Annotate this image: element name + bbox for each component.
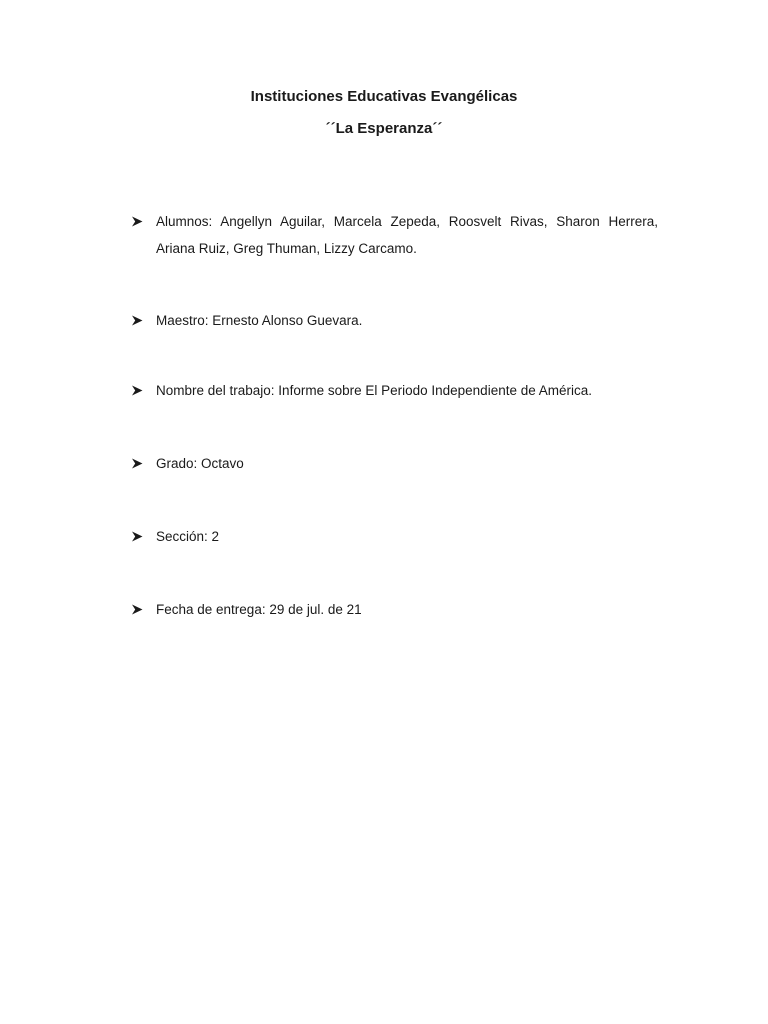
list-item-text: Grado: Octavo [156, 456, 244, 471]
arrowhead-bullet-icon [131, 596, 156, 623]
list-item-text: Sección: 2 [156, 529, 220, 544]
list-item-alumnos [131, 208, 658, 262]
arrowhead-bullet-icon [131, 208, 156, 235]
list-item-text: Maestro: Ernesto Alonso Guevara. [156, 313, 363, 328]
list-item-text: Alumnos: Angellyn Aguilar, Marcela Zepeda, Roosvelt Rivas, Sharon Herrera, Ariana Ruiz, Greg Thuman, Lizzy Carcamo. [156, 214, 658, 256]
arrowhead-bullet-icon [131, 523, 156, 550]
list-item-grado [131, 450, 658, 477]
list-item-fecha-entrega [131, 596, 658, 623]
list-item-text: Nombre del trabajo: Informe sobre El Periodo Independiente de América. [156, 383, 593, 398]
list-item-seccion [131, 523, 658, 550]
institution-title: Instituciones Educativas Evangélicas [250, 88, 518, 105]
arrowhead-bullet-icon [131, 450, 156, 477]
list-item-maestro [131, 307, 658, 334]
list-item-text: Fecha de entrega: 29 de jul. de 21 [156, 602, 362, 617]
list-item-nombre-trabajo [131, 377, 658, 404]
school-name-title: ´´La Esperanza´´ [325, 120, 443, 137]
arrowhead-bullet-icon [131, 307, 156, 334]
arrowhead-bullet-icon [131, 377, 156, 404]
